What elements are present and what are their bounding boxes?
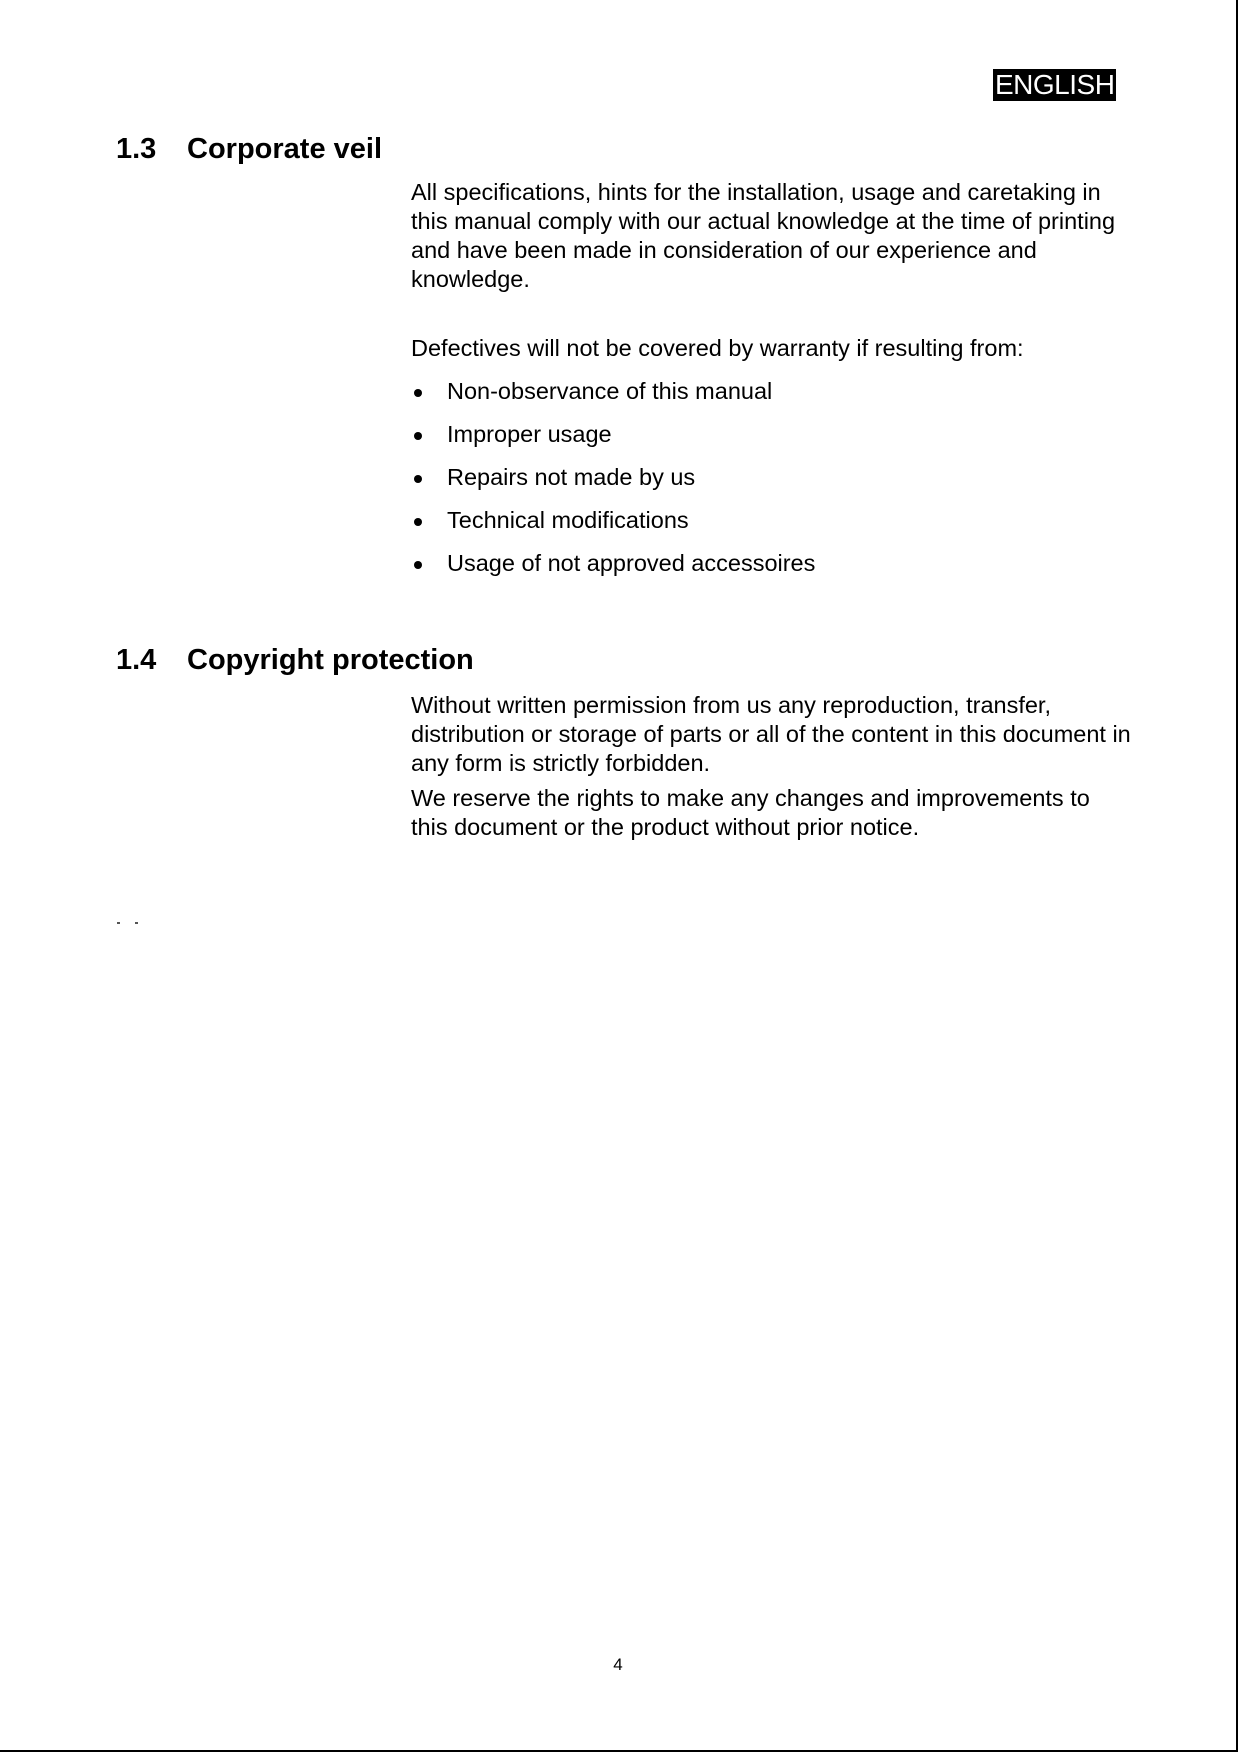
scan-artifact-mark xyxy=(117,922,120,924)
bullet-icon xyxy=(414,389,422,397)
warranty-exclusions-list xyxy=(411,377,1131,592)
section-heading-corporate-veil xyxy=(116,132,382,166)
copyright-paragraph: Without written permission from us any reproduction, transfer, distribution or storage of parts or all of the content in this document in any form is strictly forbidden. xyxy=(411,692,1131,776)
scan-artifact-mark xyxy=(135,922,138,924)
changes-notice-paragraph: We reserve the rights to make any changes and improvements to this document or the product without prior notice. xyxy=(411,785,1090,840)
list-item xyxy=(411,420,1131,463)
page-number: 4 xyxy=(613,1655,623,1674)
section-heading-copyright-protection xyxy=(116,643,474,677)
warranty-block xyxy=(411,334,1131,592)
list-item xyxy=(411,463,1131,506)
language-tag: ENGLISH xyxy=(995,69,1115,100)
section-title: Corporate veil xyxy=(187,133,382,165)
list-item-text: Improper usage xyxy=(447,421,612,447)
list-item xyxy=(411,377,1131,420)
list-item xyxy=(411,549,1131,592)
section-title: Copyright protection xyxy=(187,644,474,676)
list-item-text: Repairs not made by us xyxy=(447,464,696,490)
specifications-paragraph: All specifications, hints for the installation, usage and caretaking in this manual comply with our actual knowledge at the time of printing and have been made in consideration of our experience and knowledge. xyxy=(411,179,1116,292)
bullet-icon xyxy=(414,561,422,569)
section-number: 1.4 xyxy=(116,644,157,676)
page-edge-right xyxy=(1236,0,1238,1752)
list-item xyxy=(411,506,1131,549)
bullet-icon xyxy=(414,518,422,526)
list-item-text: Technical modifications xyxy=(447,507,689,533)
list-item-text: Usage of not approved accessoires xyxy=(447,550,816,576)
list-item-text: Non-observance of this manual xyxy=(447,378,773,404)
corporate-veil-body xyxy=(411,178,1131,294)
page-edge-bottom xyxy=(0,1750,1238,1752)
bullet-icon xyxy=(414,475,422,483)
copyright-body xyxy=(411,691,1131,842)
bullet-icon xyxy=(414,432,422,440)
warranty-intro: Defectives will not be covered by warranty if resulting from: xyxy=(411,335,1024,361)
section-number: 1.3 xyxy=(116,133,157,165)
